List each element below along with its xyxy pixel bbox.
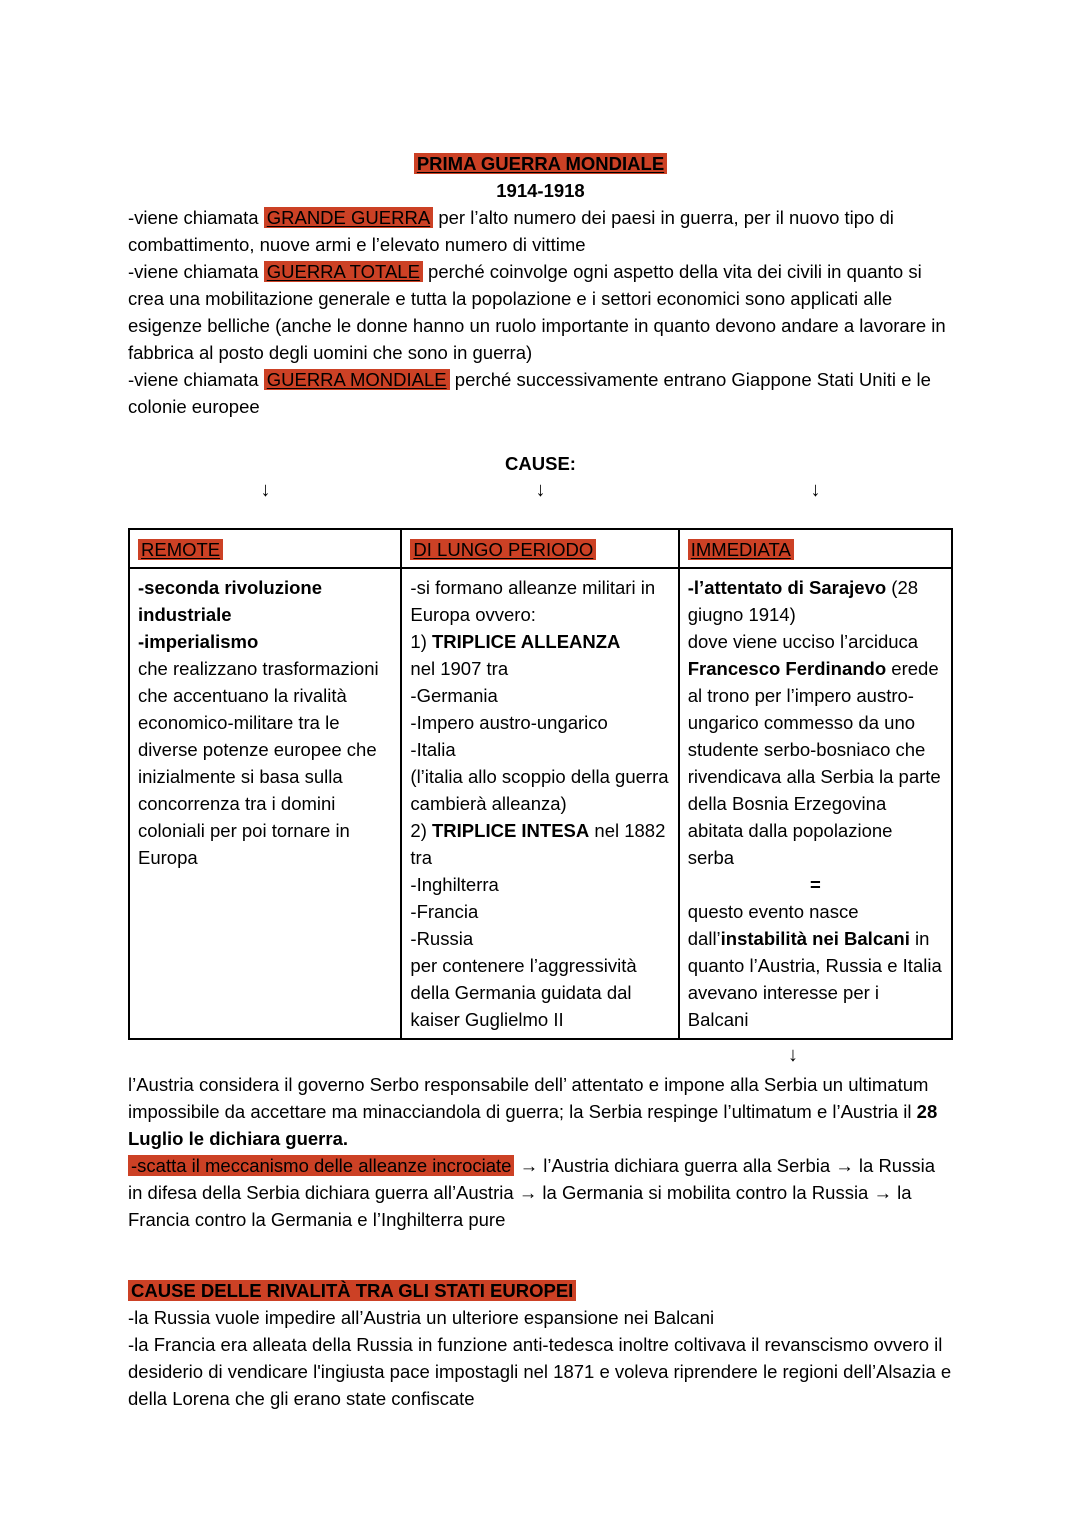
intro-3-post: perché successivamente entrano Giappone Stati Uniti e le colonie europee <box>128 369 931 417</box>
cell-cause-remote <box>129 568 401 1039</box>
cell-cause-di-lungo-periodo <box>401 568 678 1039</box>
header-immediata-label: IMMEDIATA <box>688 539 794 560</box>
header-di-lungo-periodo-label: DI LUNGO PERIODO <box>410 539 596 560</box>
immediata-archduke-name: Francesco Ferdinando <box>687 658 887 679</box>
lungo-item2-name: TRIPLICE INTESA <box>432 820 590 841</box>
intro-paragraph-guerra-mondiale <box>128 366 953 420</box>
immediata-lead-bold: -l’attentato di Sarajevo <box>687 577 887 598</box>
lungo-item1-member: -Impero austro-ungarico <box>410 712 608 733</box>
immediata-body-post: erede al trono per l’impero austro-ungarico commesso da uno studente serbo-bosniaco che rivendicava alla Serbia la parte della Bosnia Erzegovina abitata dalla popolazione serba <box>687 658 941 868</box>
immediata-body <box>688 628 943 871</box>
intro-1-highlighted-term: GRANDE GUERRA <box>264 207 433 228</box>
rivalita-heading-line <box>128 1277 953 1304</box>
lungo-intro: -si formano alleanze militari in Europa ovvero: <box>410 577 656 625</box>
down-arrow-icon: ↓ <box>810 479 821 501</box>
causes-table-body-row <box>129 568 952 1039</box>
intro-3-highlighted-term: GUERRA MONDIALE <box>264 369 450 390</box>
immediata-conclusion-post: in quanto l’Austria, Russia e Italia avevano interesse per i Balcani <box>687 928 942 1030</box>
intro-2-highlighted-term: GUERRA TOTALE <box>264 261 423 282</box>
lungo-item2-note: per contenere l’aggressività della Germania guidata dal kaiser Guglielmo II <box>410 955 637 1030</box>
cell-cause-immediata <box>679 568 952 1039</box>
intro-2-post: perché coinvolge ogni aspetto della vita dei civili in quanto si crea una mobilitazione generale e tutta la popolazione e i settori economici sono applicati alle esigenze belliche (anche le donne hanno un ruolo importante in quanto devono andare a lavorare in fabbrica al posto degli uomini che sono in guerra) <box>128 261 946 363</box>
alliance-chain-rest: → l’Austria dichiara guerra alla Serbia → la Russia in difesa della Serbia dichiara guerra all’Austria → la Germania si mobilita contro la Russia → la Francia contro la Germania e l’Inghilterra pure <box>128 1155 935 1230</box>
down-arrow-icon: ↓ <box>788 1044 798 1066</box>
intro-2-pre: -viene chiamata <box>128 261 264 282</box>
intro-paragraph-guerra-totale <box>128 258 953 366</box>
lungo-item2-member: -Francia <box>410 901 479 922</box>
alliance-chain-highlighted-term: -scatta il meccanismo delle alleanze incrociate <box>128 1155 514 1176</box>
header-cell-remote <box>129 529 401 568</box>
ultimatum-bold-date: 28 Luglio le dichiara guerra. <box>128 1101 938 1149</box>
lungo-item2-member: -Russia <box>410 928 474 949</box>
intro-3-pre: -viene chiamata <box>128 369 264 390</box>
down-arrow-icon: ↓ <box>535 479 546 501</box>
cause-section-heading: CAUSE: <box>505 453 576 474</box>
intro-paragraph-grande-guerra <box>128 204 953 258</box>
document-subtitle: 1914-1918 <box>496 180 585 201</box>
ultimatum-text: l’Austria considera il governo Serbo responsabile dell’ attentato e impone alla Serbia un ultimatum impossibile da accettare ma minacciandola di guerra; la Serbia respinge l’ultimatum e l’Austria il <box>128 1074 929 1122</box>
lungo-item1-name: TRIPLICE ALLEANZA <box>432 631 621 652</box>
lungo-item1-member: -Italia <box>410 739 456 760</box>
lungo-item1-year: nel 1907 tra <box>410 658 509 679</box>
alliance-chain-paragraph <box>128 1152 953 1233</box>
rivalita-heading: CAUSE DELLE RIVALITÀ TRA GLI STATI EUROPEI <box>128 1280 576 1301</box>
document-title-line <box>128 150 953 177</box>
immediata-conclusion <box>688 898 943 1033</box>
lungo-item2-title <box>410 817 669 871</box>
immediata-conclusion-bold: instabilità nei Balcani <box>720 928 910 949</box>
header-cell-di-lungo-periodo <box>401 529 678 568</box>
down-arrow-icon: ↓ <box>260 479 271 501</box>
causes-table-header-row <box>129 529 952 568</box>
remote-body-text: che realizzano trasformazioni che accentuano la rivalità economico-militare tra le diverse potenze europee che inizialmente si basa sulla concorrenza tra i domini coloniali per poi tornare in Europa <box>138 658 379 868</box>
lungo-item1-member: -Germania <box>410 685 498 706</box>
immediata-conclusion-pre: questo evento nasce dall’ <box>687 901 859 949</box>
lungo-item1-number: 1) <box>410 631 432 652</box>
lungo-item2-member: -Inghilterra <box>410 874 499 895</box>
equals-sign: = <box>809 874 821 895</box>
lungo-item2-year: nel 1882 tra <box>410 820 666 868</box>
remote-bold-item-1: -seconda rivoluzione industriale <box>138 577 323 625</box>
causes-table <box>128 528 953 1040</box>
lungo-item2-number: 2) <box>410 820 432 841</box>
document-title: PRIMA GUERRA MONDIALE <box>414 153 667 174</box>
immediata-lead-date: (28 giugno 1914) <box>687 577 919 625</box>
lungo-item1-note: (l’italia allo scoppio della guerra cambierà alleanza) <box>410 766 669 814</box>
post-table-arrow-line <box>128 1042 953 1069</box>
intro-1-pre: -viene chiamata <box>128 207 264 228</box>
cause-arrows-row <box>128 477 953 504</box>
intro-1-post: per l’alto numero dei paesi in guerra, per il nuovo tipo di combattimento, nuove armi e l’elevato numero di vittime <box>128 207 894 255</box>
header-remote-label: REMOTE <box>138 539 223 560</box>
remote-bold-item-2: -imperialismo <box>138 631 259 652</box>
rivalita-point-francia: -la Francia era alleata della Russia in funzione anti-tedesca inoltre coltivava il revanscismo ovvero il desiderio di vendicare l'ingiusta pace impostagli nel 1871 e voleva riprendere le regioni dell’Alsazia e della Lorena che gli erano state confiscate <box>128 1334 952 1409</box>
rivalita-point-russia: -la Russia vuole impedire all’Austria un ulteriore espansione nei Balcani <box>128 1307 715 1328</box>
ultimatum-paragraph <box>128 1071 953 1152</box>
header-cell-immediata <box>679 529 952 568</box>
immediata-body-pre: dove viene ucciso l’arciduca <box>687 631 919 652</box>
lungo-item1-title <box>410 628 669 655</box>
immediata-lead <box>688 574 943 628</box>
